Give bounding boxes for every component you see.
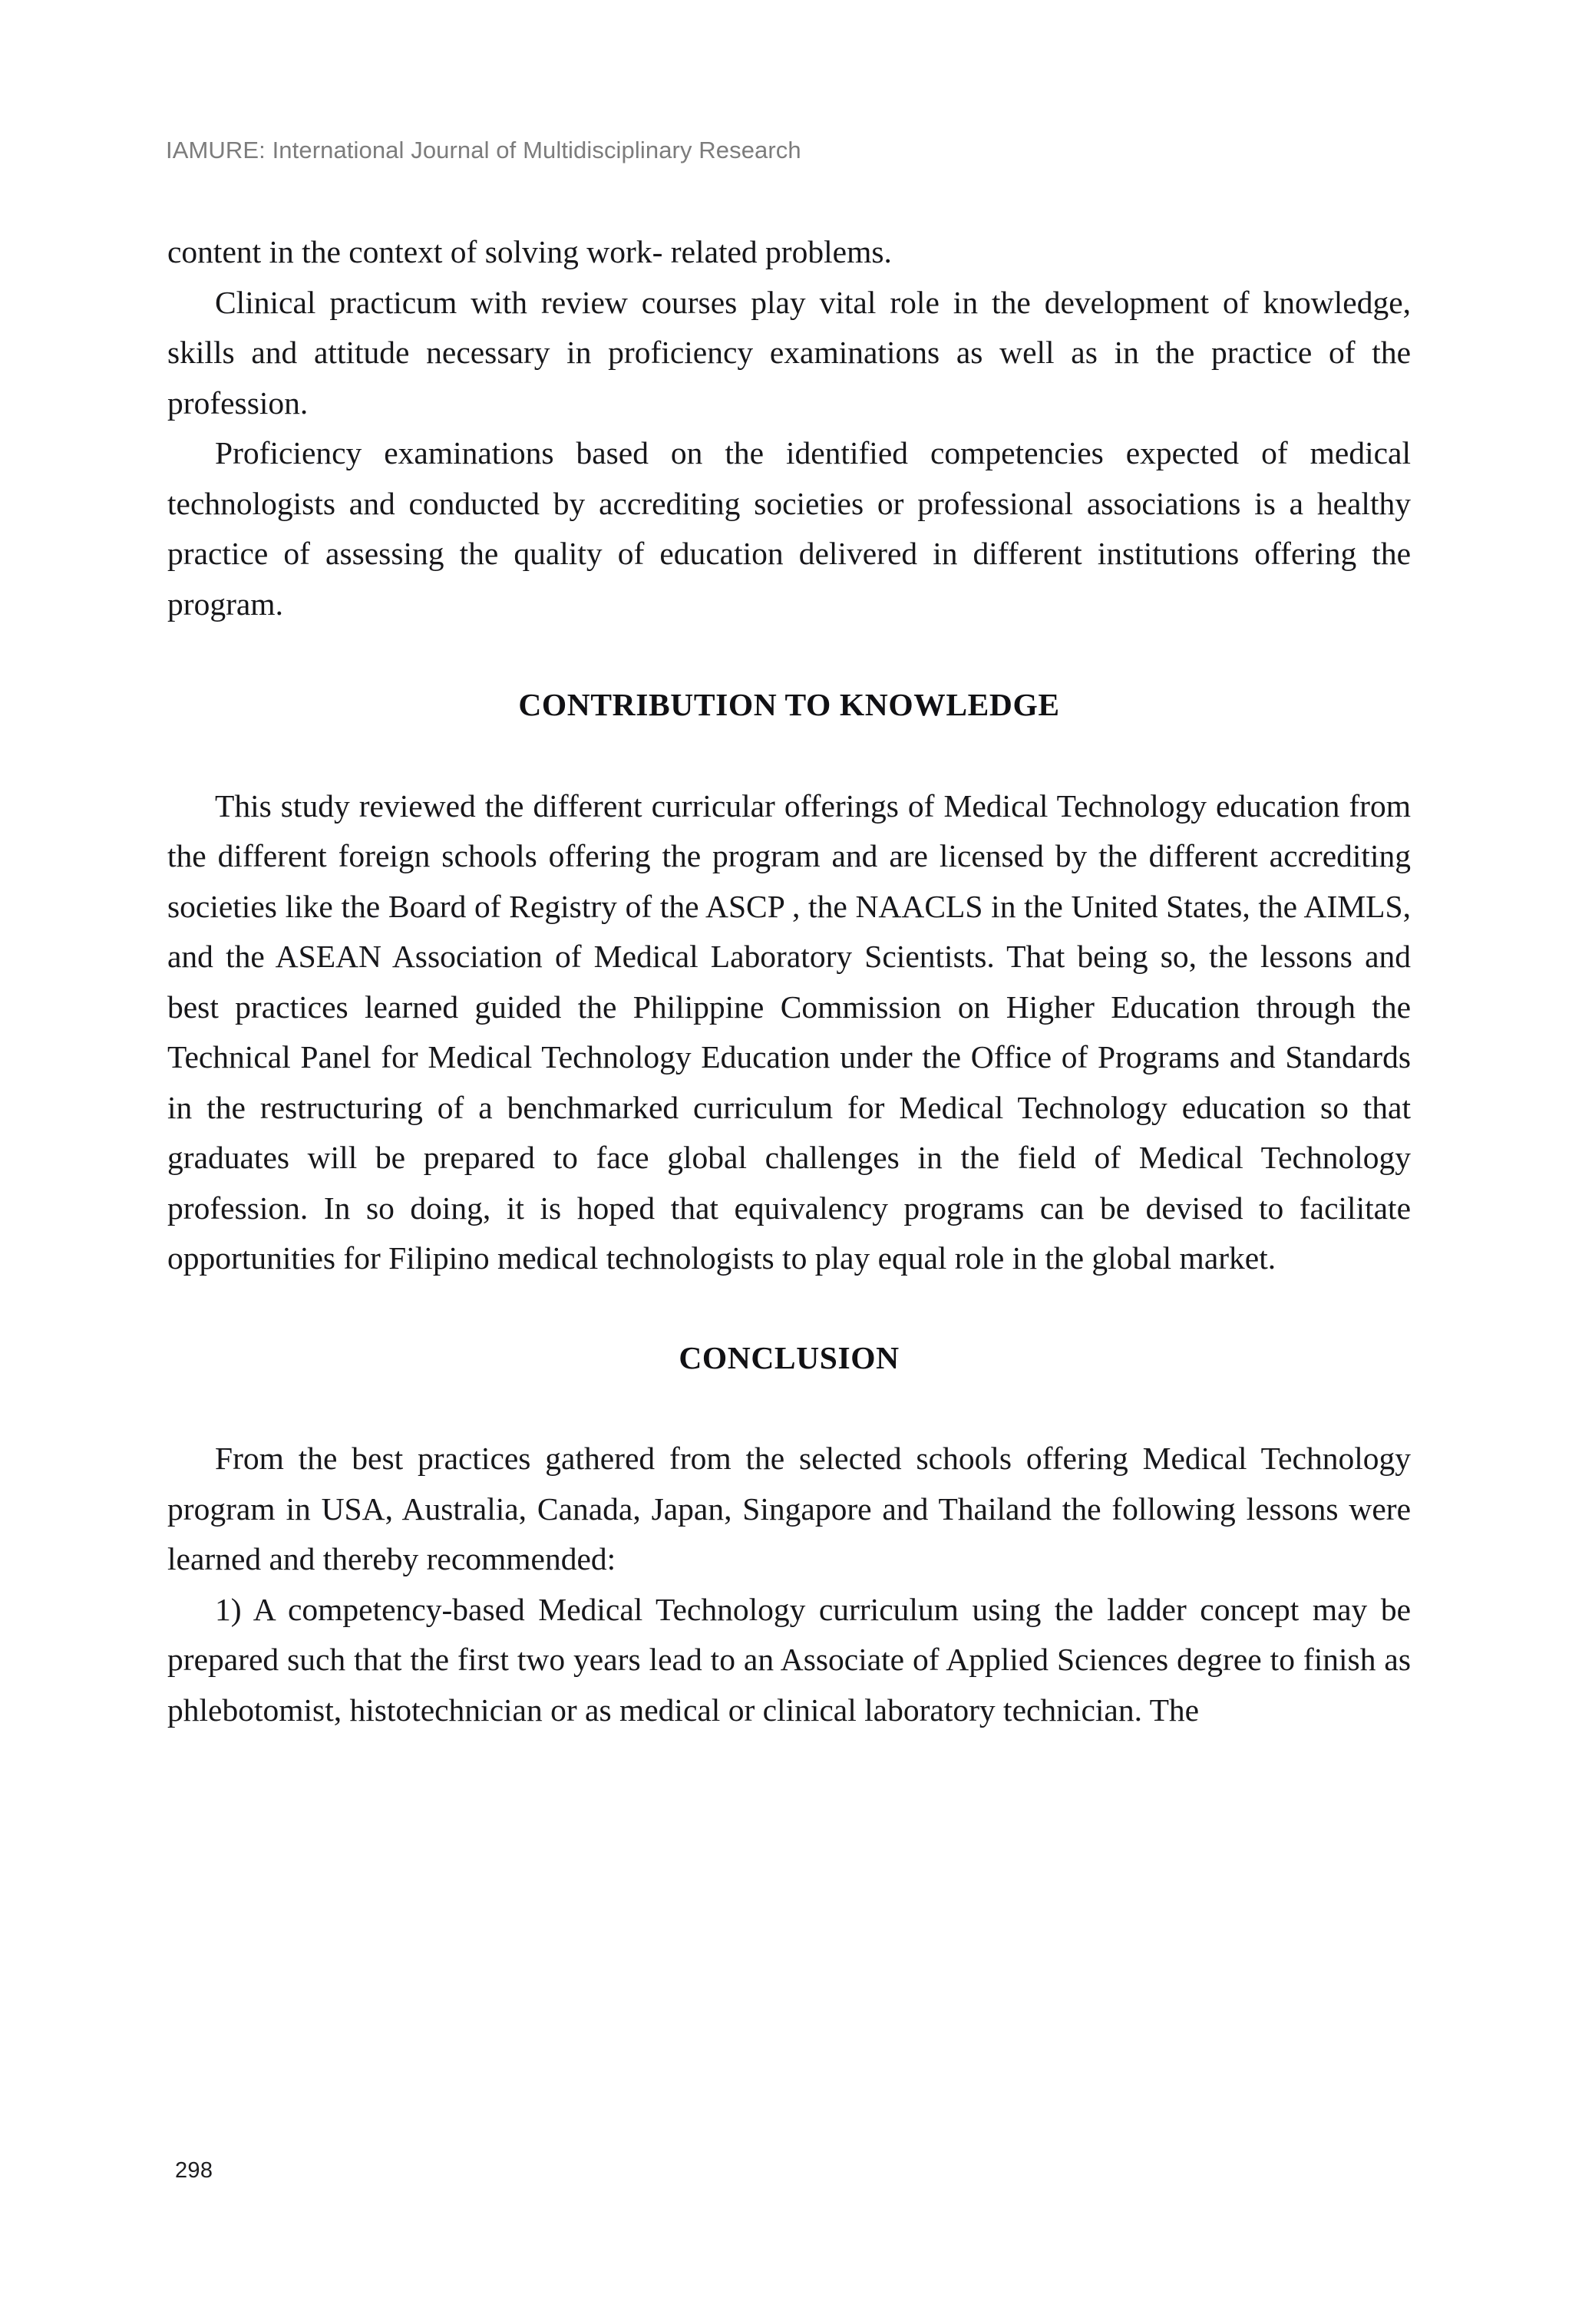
paragraph-contribution-body: This study reviewed the different curricular offerings of Medical Technology education from the different foreign schools offering the program and are licensed by the different accrediting societies like the Board of Registry of the ASCP , the NAACLS in the United States, the AIMLS, and the ASEAN Association of Medical Laboratory Scientists. That being so, the lessons and best practices learned guided the Philippine Commission on Higher Education through the Technical Panel for Medical Technology Education under the Office of Programs and Standards in the restructuring of a benchmarked curriculum for Medical Technology education so that graduates will be prepared to face global challenges in the field of Medical Technology profession. In so doing, it is hoped that equivalency programs can be devised to facilitate opportunities for Filipino medical technologists to play equal role in the global market. (167, 787, 1411, 1276)
page-number: 298 (175, 2158, 213, 2183)
text-column (167, 227, 1411, 1735)
spacer-after-conclusion-heading (167, 1383, 1411, 1434)
paragraph-recommendation-1: 1) A competency-based Medical Technology curriculum using the ladder concept may be prepared such that the first two years lead to an Associate of Applied Sciences degree to finish as phlebotomist, histotechnician or as medical or clinical laboratory technician. The (167, 1591, 1411, 1728)
spacer-before-contribution-heading (167, 629, 1411, 680)
running-header: IAMURE: International Journal of Multidisciplinary Research (166, 137, 801, 163)
heading-contribution-to-knowledge: CONTRIBUTION TO KNOWLEDGE (518, 687, 1060, 722)
paragraph-proficiency-examinations: Proficiency examinations based on the identified competencies expected of medical technologists and conducted by accrediting societies or professional associations is a healthy practice of assessing the quality of education delivered in different institutions offering the program. (167, 435, 1411, 622)
paragraph-clinical-practicum: Clinical practicum with review courses play vital role in the development of knowledge, skills and attitude necessary in proficiency examinations as well as in the practice of the profession. (167, 284, 1411, 421)
paragraph-conclusion-intro: From the best practices gathered from the selected schools offering Medical Technology program in USA, Australia, Canada, Japan, Singapore and Thailand the following lessons were learned and thereby recommended: (167, 1441, 1411, 1576)
spacer-after-contribution-heading (167, 731, 1411, 781)
spacer-before-conclusion-heading (167, 1284, 1411, 1333)
heading-conclusion: CONCLUSION (679, 1339, 900, 1375)
paragraph-continued-from-previous-page: content in the context of solving work- related problems. (167, 234, 892, 269)
